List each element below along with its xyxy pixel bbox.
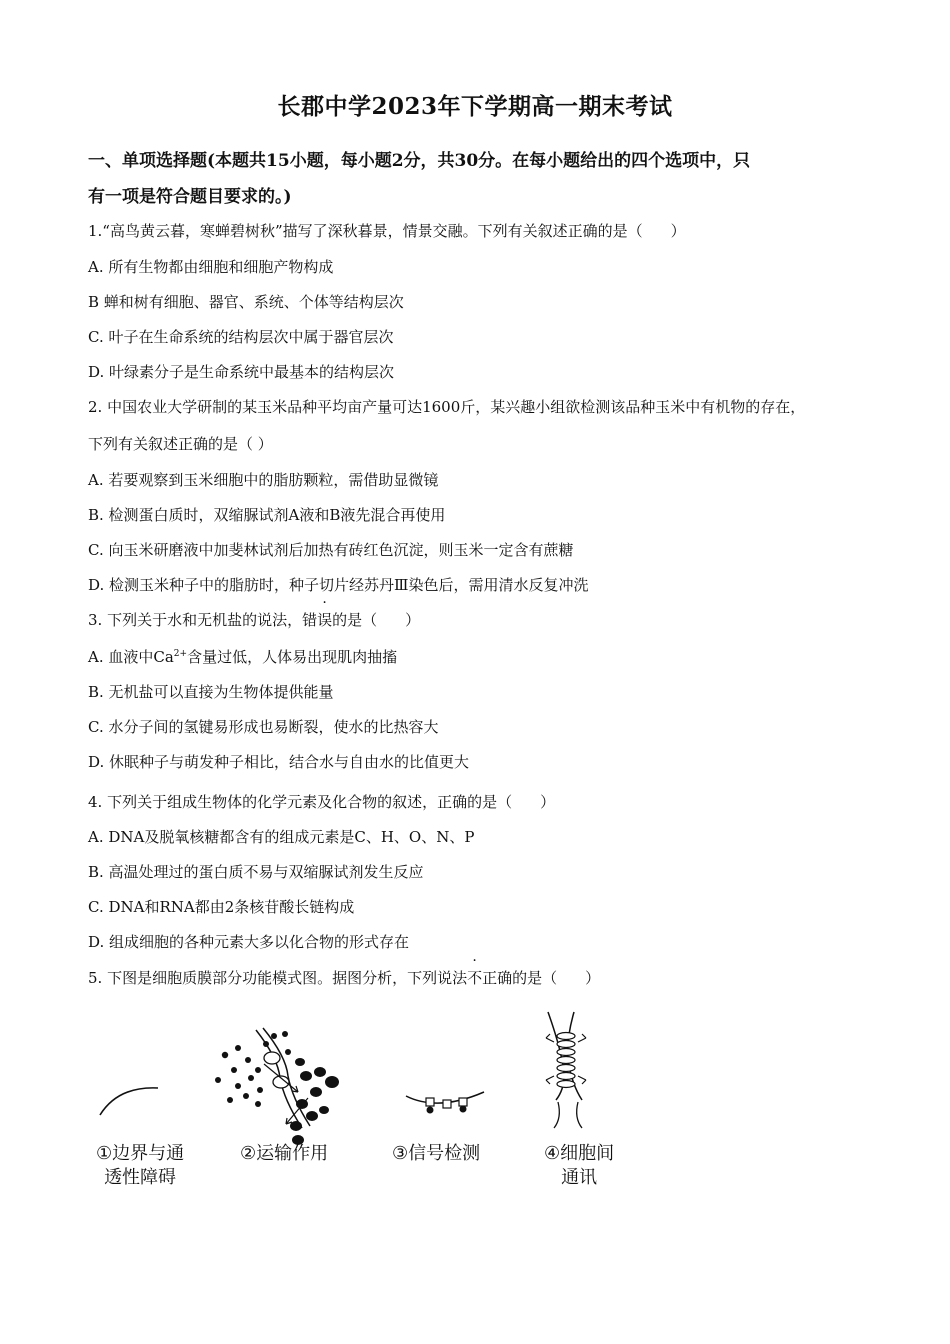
caption-boundary xyxy=(96,1142,184,1190)
caption-boundary-line1: ①边界与通 xyxy=(96,1143,185,1164)
caption-communication-line2: 通讯 xyxy=(561,1167,598,1188)
q3-option-a-text: A. 血液中Ca xyxy=(88,648,174,666)
q3-option-c: C. 水分子间的氢键易形成也易断裂，使水的比热容大 xyxy=(88,718,439,736)
section-heading-line1: 一、单项选择题(本题共15小题，每小题2分，共30分。在每小题给出的四个选项中，只 xyxy=(88,151,751,171)
q4-option-d: D. 组成细胞的各种元素大多以化合物的形式存在 xyxy=(88,933,410,951)
signal-detection-diagram xyxy=(406,1092,484,1114)
caption-communication-line1: ④细胞间 xyxy=(544,1143,615,1164)
caption-signal: ③信号检测 xyxy=(392,1143,481,1164)
section-heading-line2: 有一项是符合题目要求的。) xyxy=(88,187,292,207)
exam-title: 长郡中学2023年下学期高一期末考试 xyxy=(277,93,673,120)
q1-option-b: B 蝉和树有细胞、器官、系统、个体等结构层次 xyxy=(88,293,404,311)
q2-stem-line2: 下列有关叙述正确的是（ ） xyxy=(88,435,273,453)
q1-option-d: D. 叶绿素分子是生命系统中最基本的结构层次 xyxy=(88,363,395,381)
q3-option-b: B. 无机盐可以直接为生物体提供能量 xyxy=(88,683,334,701)
q3-option-d: D. 休眠种子与萌发种子相比，结合水与自由水的比值更大 xyxy=(88,753,470,771)
q1-option-c: C. 叶子在生命系统的结构层次中属于器官层次 xyxy=(88,328,394,346)
q3-option-a-superscript: 2+ xyxy=(173,649,188,659)
q1-close-paren: ） xyxy=(670,222,686,240)
q5-close-paren: ） xyxy=(585,969,601,987)
q4-option-c: C. DNA和RNA都由2条核苷酸长链构成 xyxy=(88,898,355,916)
q3-option-a-tail: 含量过低，人体易出现肌肉抽搐 xyxy=(187,648,398,666)
boundary-membrane-arc xyxy=(100,1088,158,1115)
membrane-function-figure xyxy=(88,1000,688,1200)
q1-stem xyxy=(88,220,686,241)
q1-stem-text: 1.“高鸟黄云暮，寒蝉碧树秋”描写了深秋暮景，情景交融。下列有关叙述正确的是（ xyxy=(88,222,643,240)
caption-communication xyxy=(544,1142,614,1190)
q5-emphasis-char: 不 xyxy=(467,969,483,987)
q4-option-b: B. 高温处理过的蛋白质不易与双缩脲试剂发生反应 xyxy=(88,863,424,881)
q4-stem xyxy=(88,791,555,812)
caption-boundary-line2: 透性障碍 xyxy=(104,1167,177,1188)
q2-option-d: D. 检测玉米种子中的脂肪时，种子切片经苏丹Ⅲ染色后，需用清水反复冲洗 xyxy=(88,576,589,594)
q3-stem xyxy=(88,609,420,630)
q2-option-a: A. 若要观察到玉米细胞中的脂肪颗粒，需借助显微镜 xyxy=(88,471,439,489)
q4-option-a: A. DNA及脱氧核糖都含有的组成元素是C、H、O、N、P xyxy=(88,828,475,846)
q4-stem-text: 4. 下列关于组成生物体的化学元素及化合物的叙述，正确的是（ xyxy=(88,793,513,811)
q3-option-a xyxy=(88,646,397,667)
q3-stem-text: 3. 下列关于水和无机盐的说法，错 xyxy=(88,611,318,629)
caption-transport: ②运输作用 xyxy=(240,1143,329,1164)
q5-stem-text: 5. 下图是细胞质膜部分功能模式图。据图分析，下列说法 xyxy=(88,969,468,987)
q3-emphasis-char: 误 xyxy=(317,611,333,629)
q3-stem-tail: 的是（ xyxy=(332,611,378,629)
cell-communication-diagram xyxy=(546,1012,586,1128)
q3-close-paren: ） xyxy=(405,611,421,629)
q5-stem-tail: 正确的是（ xyxy=(482,969,558,987)
q2-option-c: C. 向玉米研磨液中加斐林试剂后加热有砖红色沉淀，则玉米一定含有蔗糖 xyxy=(88,541,574,559)
q4-close-paren: ） xyxy=(540,793,556,811)
q2-stem-line1: 2. 中国农业大学研制的某玉米品种平均亩产量可达1600斤，某兴趣小组欲检测该品种玉米中有机物的存在， xyxy=(88,398,806,416)
q1-option-a: A. 所有生物都由细胞和细胞产物构成 xyxy=(88,258,334,276)
q2-option-b: B. 检测蛋白质时，双缩脲试剂A液和B液先混合再使用 xyxy=(88,506,446,524)
q5-stem xyxy=(88,967,600,988)
transport-diagram xyxy=(215,1028,339,1145)
